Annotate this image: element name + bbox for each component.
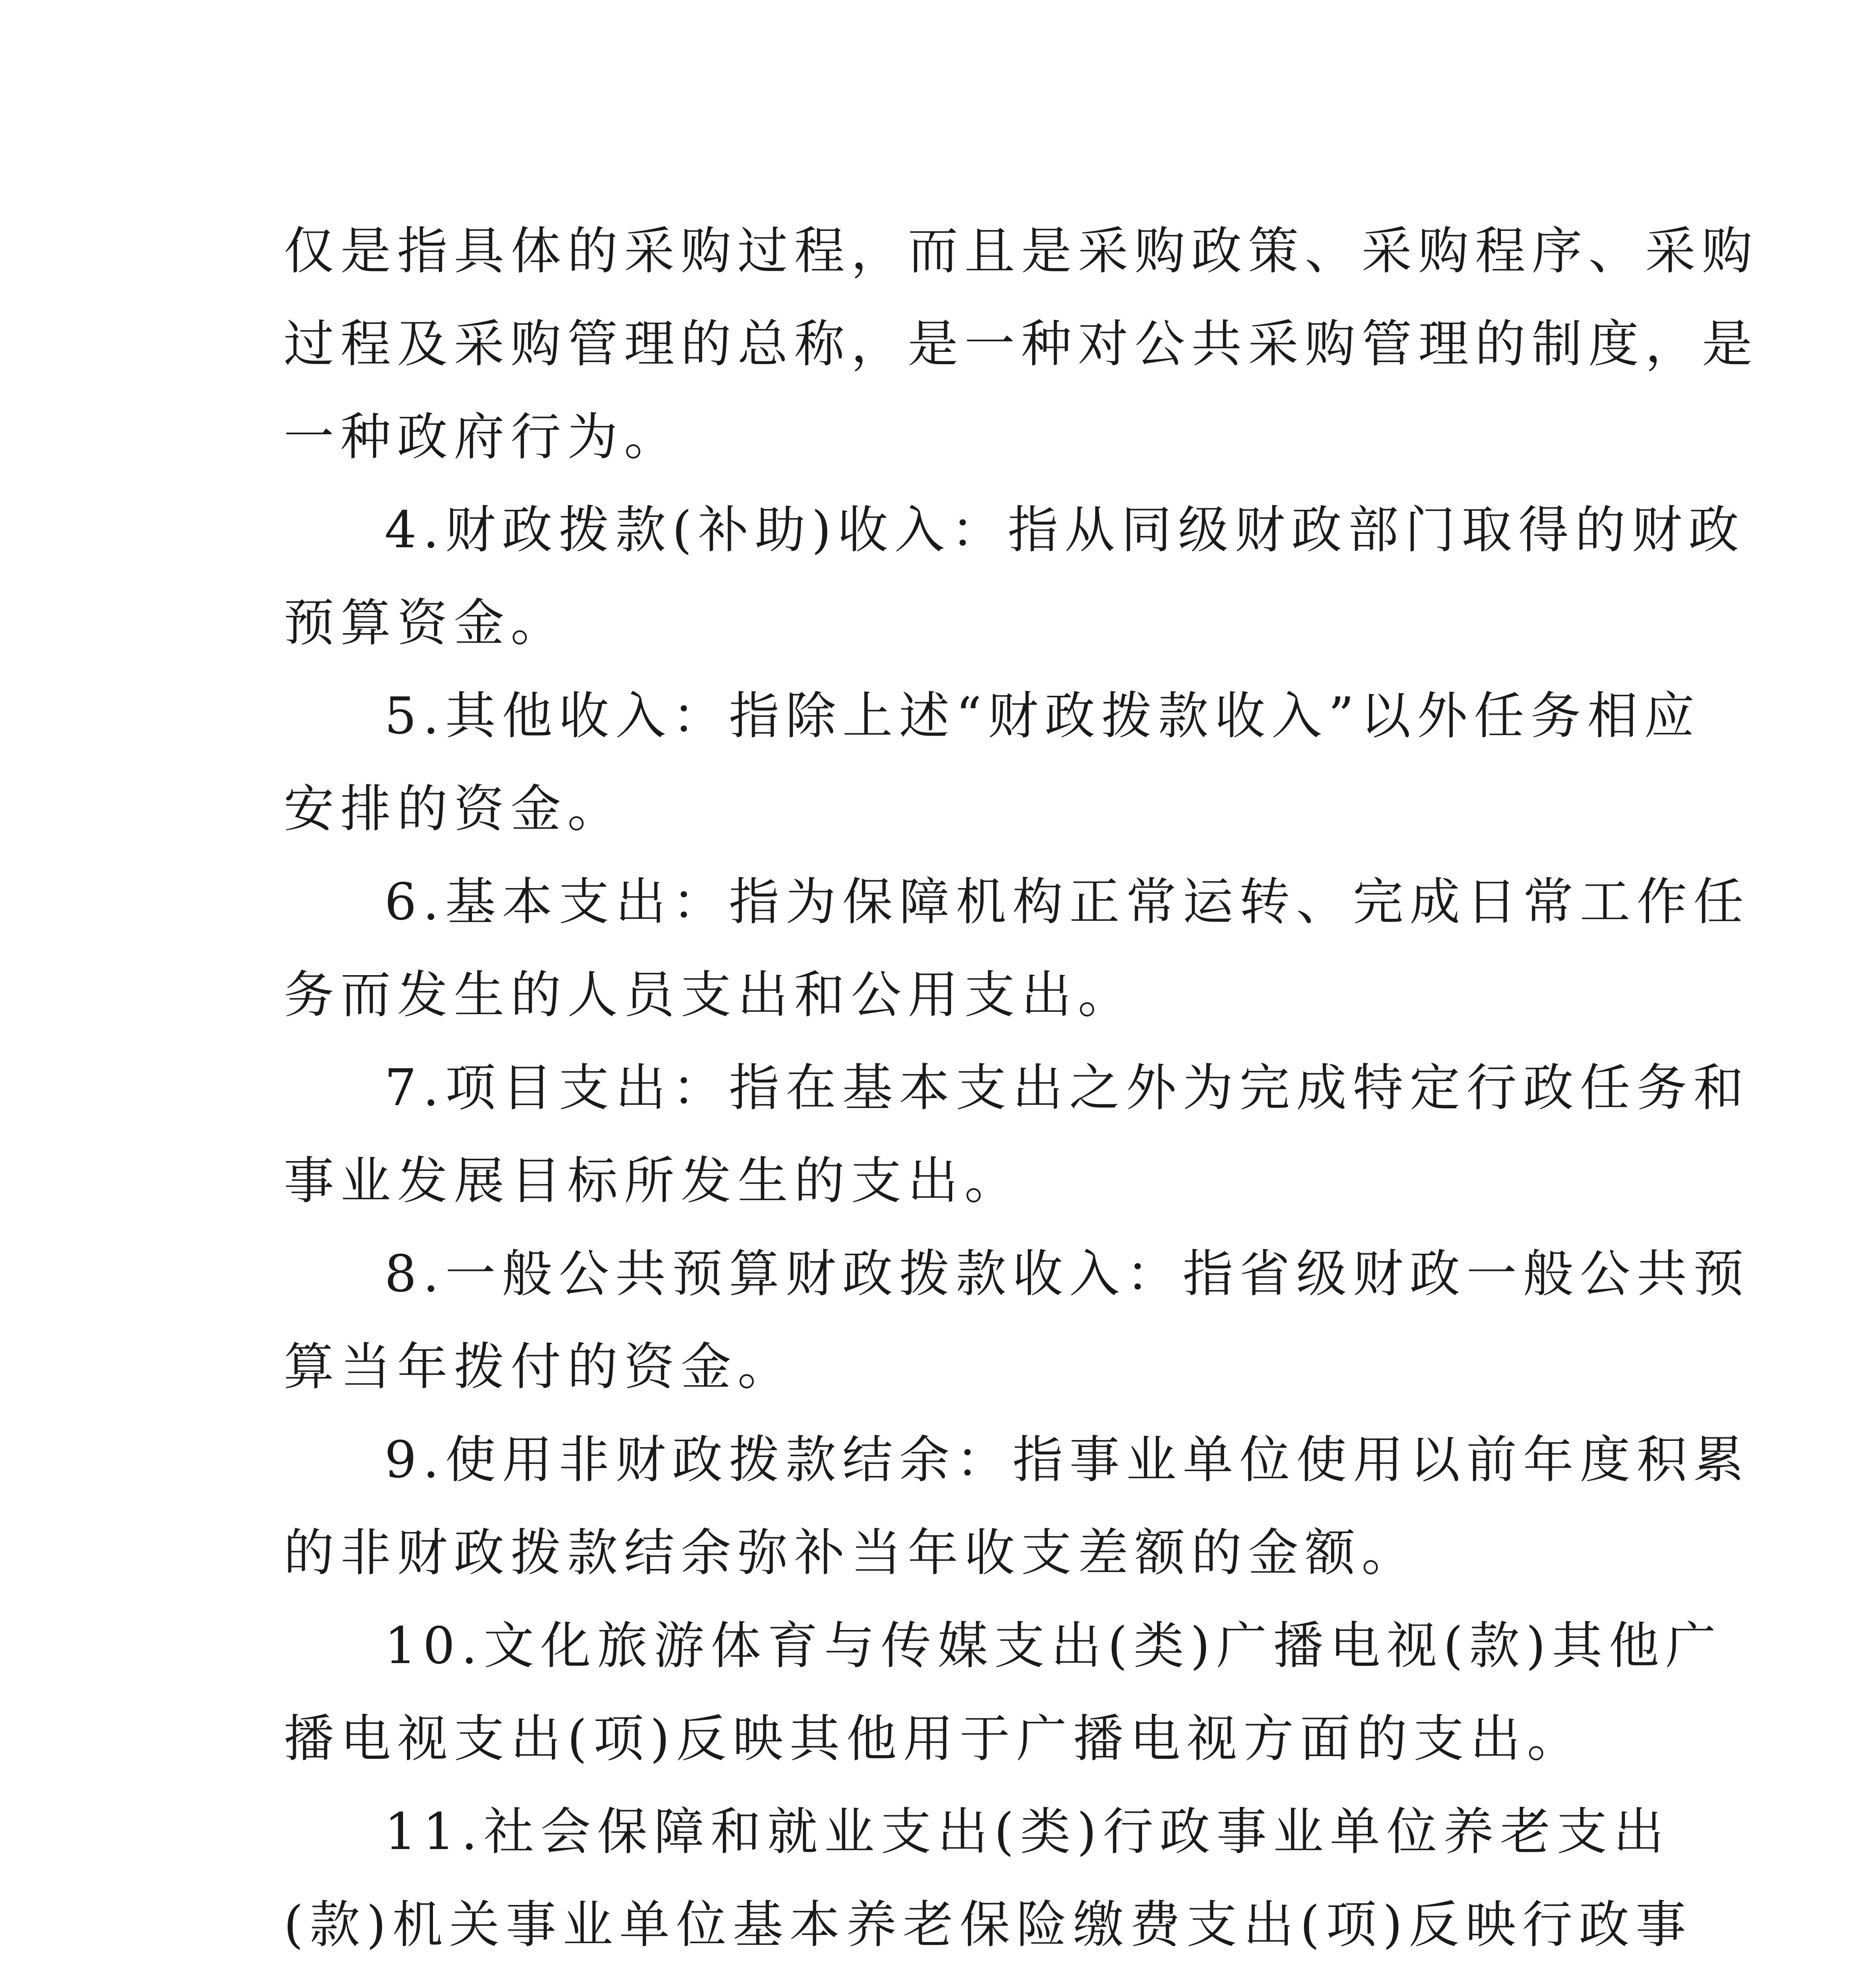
- body-text: [284, 205, 1759, 1970]
- text-line: 事业发展目标所发生的支出。: [284, 1152, 1022, 1210]
- definition-item-10: 10.文化旅游体育与传媒支出(类)广播电视(款)其他广: [384, 1617, 1722, 1675]
- definition-item-9: 9.使用非财政拨款结余：指事业单位使用以前年度积累: [384, 1431, 1750, 1489]
- text-line: 过程及采购管理的总称，是一种对公共采购管理的制度，是: [284, 315, 1759, 374]
- definition-item-5: 5.其他收入：指除上述“财政拨款收入”以外任务相应: [384, 687, 1701, 745]
- definition-item-7: 7.项目支出：指在基本支出之外为完成特定行政任务和: [384, 1059, 1750, 1117]
- text-line: 务而发生的人员支出和公用支出。: [284, 966, 1135, 1024]
- text-line: 预算资金。: [284, 594, 568, 652]
- text-line: 算当年拨付的资金。: [284, 1338, 795, 1396]
- text-line: 的非财政拨款结余弥补当年收支差额的金额。: [284, 1524, 1419, 1582]
- text-line: 一种政府行为。: [284, 408, 681, 466]
- text-line: 仅是指具体的采购过程，而且是采购政策、采购程序、采购: [284, 222, 1759, 281]
- text-line: 安排的资金。: [284, 780, 624, 838]
- text-line: 播电视支出(项)反映其他用于广播电视方面的支出。: [284, 1710, 1584, 1768]
- definition-item-11: 11.社会保障和就业支出(类)行政事业单位养老支出: [384, 1803, 1670, 1861]
- definition-item-6: 6.基本支出：指为保障机构正常运转、完成日常工作任: [384, 873, 1750, 931]
- definition-item-4: 4.财政拨款(补助)收入：指从同级财政部门取得的财政: [384, 501, 1746, 559]
- text-line: (款)机关事业单位基本养老保险缴费支出(项)反映行政事: [284, 1896, 1692, 1954]
- definition-item-8: 8.一般公共预算财政拨款收入：指省级财政一般公共预: [384, 1245, 1750, 1303]
